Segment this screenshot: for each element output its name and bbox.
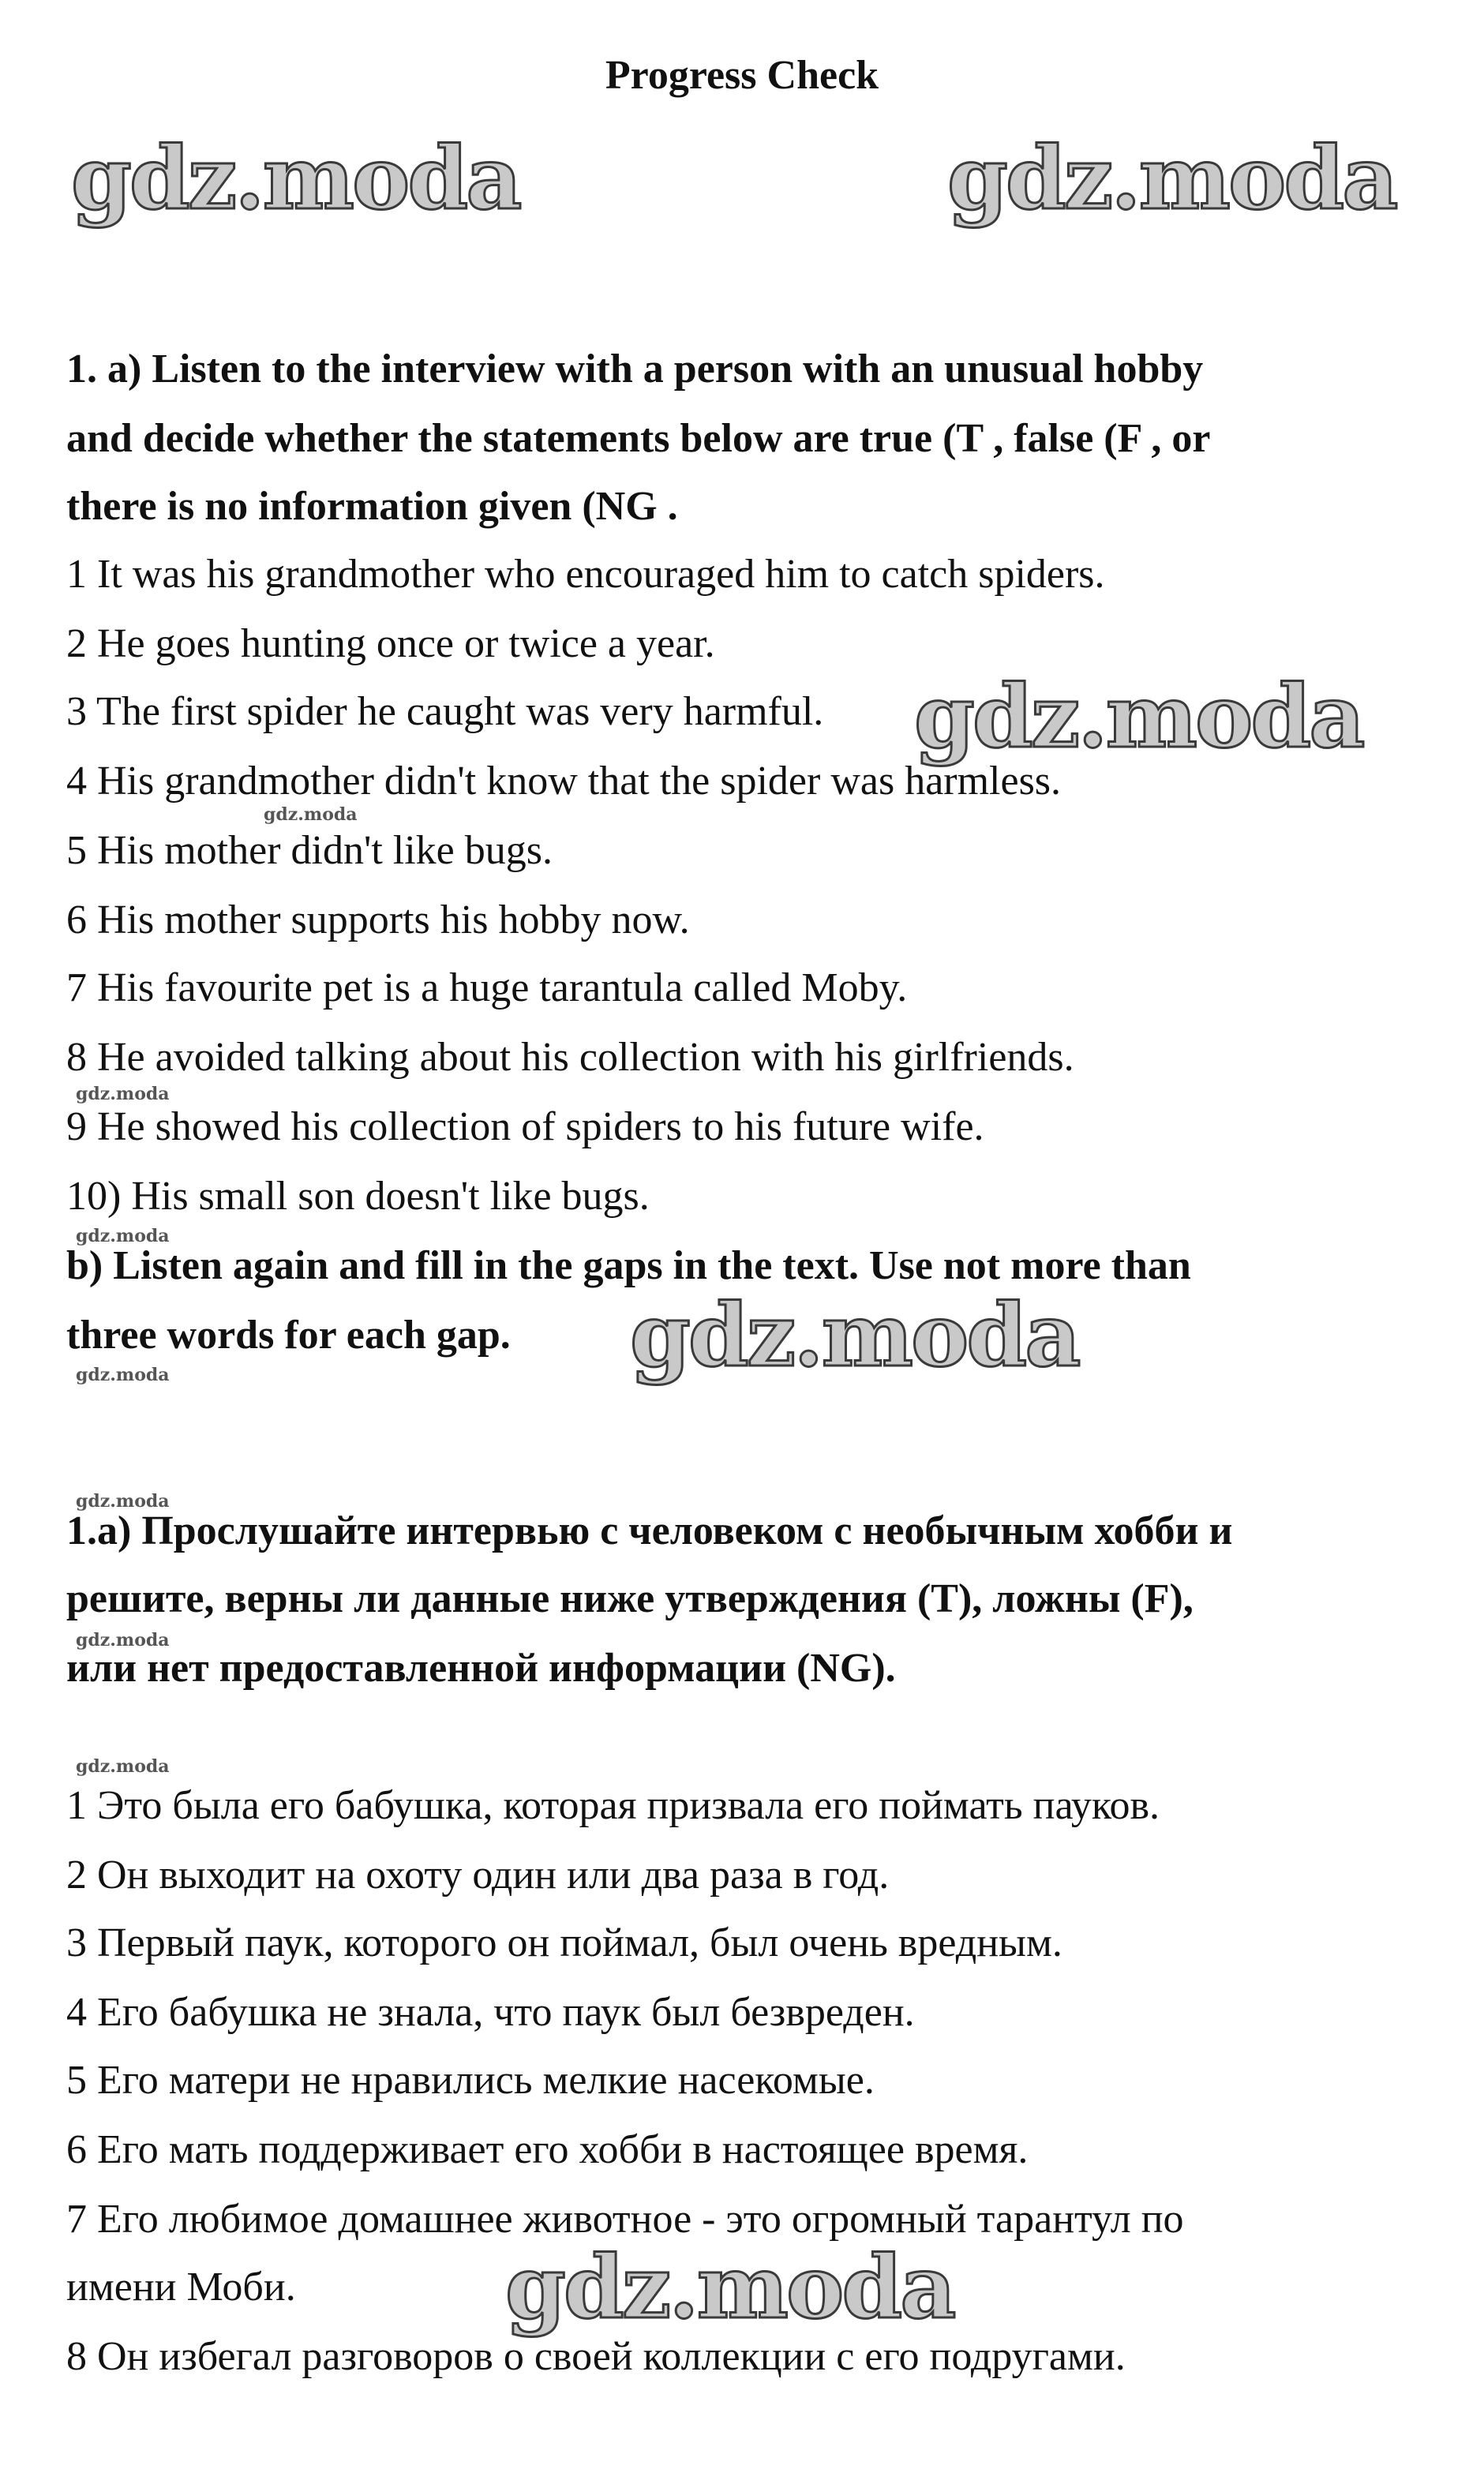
task-b-heading-en: three words for each gap. <box>66 1313 511 1358</box>
watermark-logo: gdz.moda <box>914 665 1363 767</box>
watermark-small: gdz.moda <box>76 1756 170 1777</box>
statement-ru: 5 Его матери не нравились мелкие насекомые. <box>66 2058 875 2103</box>
watermark-small: gdz.moda <box>76 1365 170 1385</box>
statement-ru: 3 Первый паук, которого он поймал, был очень вредным. <box>66 1920 1062 1965</box>
statement-en: 6 His mother supports his hobby now. <box>66 897 690 942</box>
page-title: Progress Check <box>605 53 879 98</box>
watermark-logo: gdz.moda <box>947 127 1396 229</box>
statement-en: 8 He avoided talking about his collection with his girlfriends. <box>66 1035 1074 1080</box>
statement-en: 10) His small son doesn't like bugs. <box>66 1174 650 1219</box>
watermark-small: gdz.moda <box>264 804 358 825</box>
task-a-heading-ru: 1.a) Прослушайте интервью с человеком с необычным хобби и <box>66 1508 1233 1553</box>
watermark-logo: gdz.moda <box>630 1284 1079 1386</box>
statement-en: 4 His grandmother didn't know that the spider was harmless. <box>66 759 1062 804</box>
statement-ru: 4 Его бабушка не знала, что паук был безвреден. <box>66 1990 915 2035</box>
task-a-heading-en: there is no information given (NG . <box>66 484 678 529</box>
task-a-heading-ru: решите, верны ли данные ниже утверждения (T), ложны (F), <box>66 1576 1194 1621</box>
statement-en: 9 He showed his collection of spiders to his future wife. <box>66 1104 984 1149</box>
task-a-heading-ru: или нет предоставленной информации (NG). <box>66 1646 896 1691</box>
statement-en: 2 He goes hunting once or twice a year. <box>66 621 715 666</box>
statement-ru: 1 Это была его бабушка, которая призвала его поймать пауков. <box>66 1783 1160 1828</box>
watermark-small: gdz.moda <box>76 1226 170 1246</box>
statement-ru: имени Моби. <box>66 2265 296 2310</box>
task-a-heading-en: 1. a) Listen to the interview with a person with an unusual hobby <box>66 347 1204 392</box>
watermark-small: gdz.moda <box>76 1084 170 1104</box>
watermark-logo: gdz.moda <box>505 2236 954 2338</box>
watermark-logo: gdz.moda <box>71 127 520 229</box>
statement-en: 3 The first spider he caught was very harmful. <box>66 689 824 734</box>
watermark-small: gdz.moda <box>76 1630 170 1650</box>
statement-ru: 8 Он избегал разговоров о своей коллекции с его подругами. <box>66 2334 1126 2379</box>
statement-ru: 2 Он выходит на охоту один или два раза в год. <box>66 1853 890 1898</box>
statement-ru: 7 Его любимое домашнее животное - это огромный тарантул по <box>66 2197 1184 2242</box>
statement-ru: 6 Его мать поддерживает его хобби в настоящее время. <box>66 2127 1029 2172</box>
watermark-small: gdz.moda <box>76 1491 170 1512</box>
statement-en: 5 His mother didn't like bugs. <box>66 828 553 873</box>
task-a-heading-en: and decide whether the statements below are true (T , false (F , or <box>66 416 1211 461</box>
statement-en: 1 It was his grandmother who encouraged him to catch spiders. <box>66 552 1105 597</box>
statement-en: 7 His favourite pet is a huge tarantula called Moby. <box>66 965 908 1010</box>
task-b-heading-en: b) Listen again and fill in the gaps in the text. Use not more than <box>66 1243 1191 1288</box>
